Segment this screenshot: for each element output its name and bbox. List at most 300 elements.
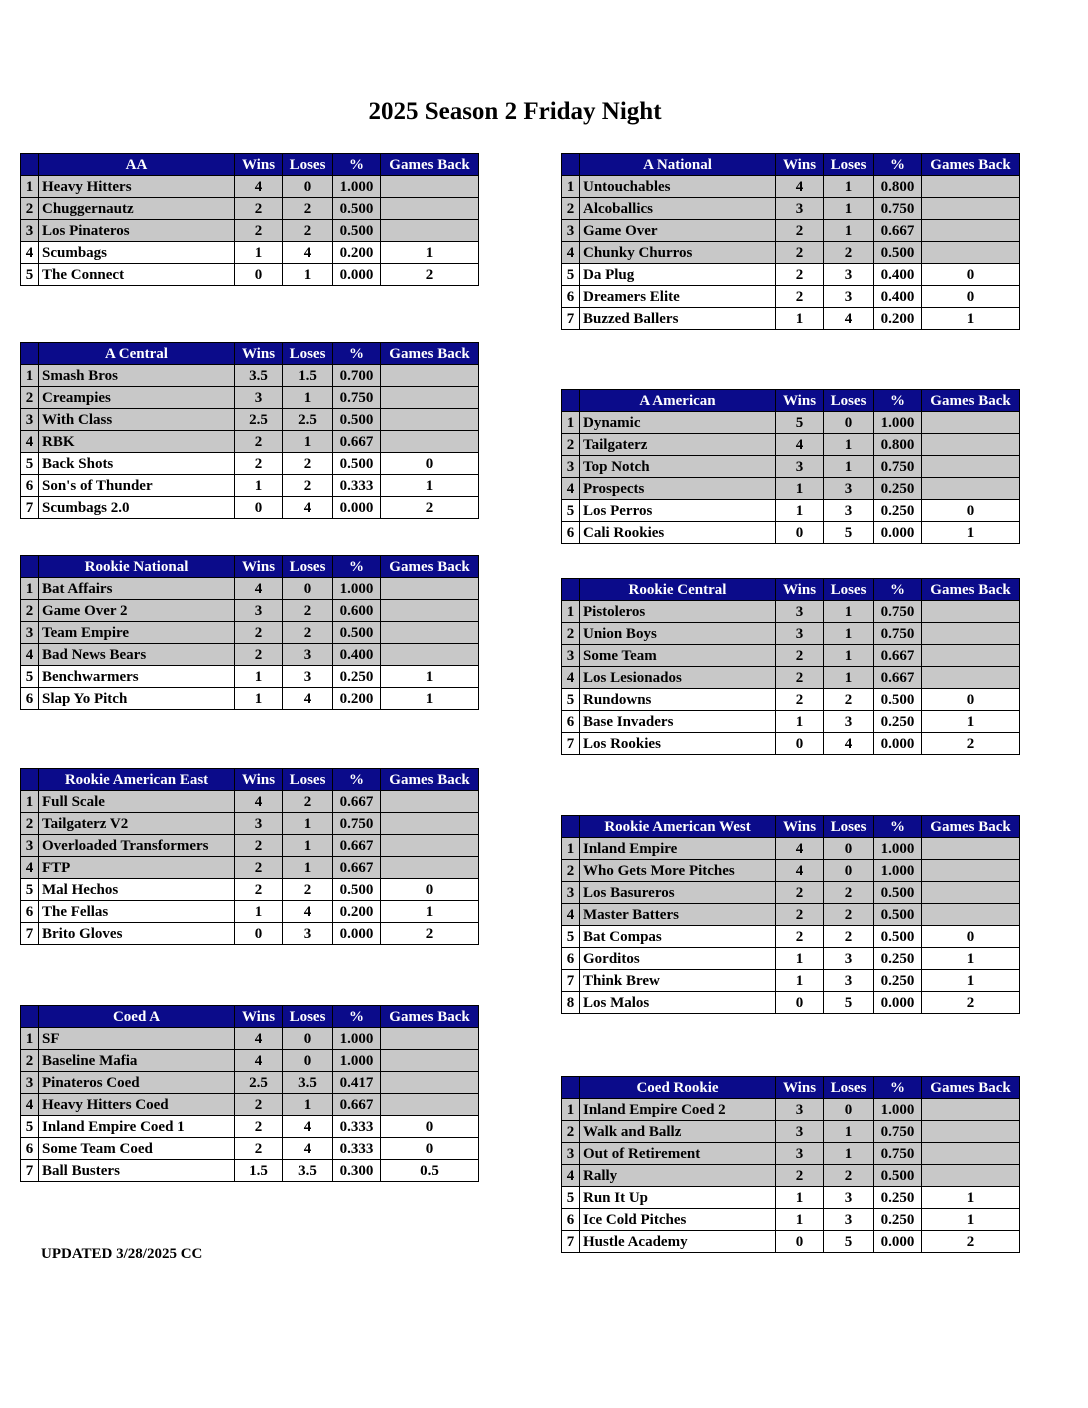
win-pct: 0.750 [874, 456, 922, 478]
games-back [381, 409, 479, 431]
wins: 2 [235, 622, 283, 644]
rank: 5 [562, 500, 580, 522]
team-name: Alcoballics [580, 198, 776, 220]
team-name: Full Scale [39, 791, 235, 813]
wins-header: Wins [235, 556, 283, 578]
team-name: Top Notch [580, 456, 776, 478]
games-back: 2 [381, 497, 479, 519]
standings-table-a-national [561, 153, 1020, 330]
win-pct: 0.200 [333, 688, 381, 710]
table-row [21, 264, 479, 286]
rank: 1 [21, 791, 39, 813]
rank: 2 [21, 198, 39, 220]
loses: 2.5 [283, 409, 333, 431]
wins: 4 [776, 838, 824, 860]
team-name: Mal Hechos [39, 879, 235, 901]
team-name: Scumbags 2.0 [39, 497, 235, 519]
wins: 1 [235, 688, 283, 710]
table-row [21, 1116, 479, 1138]
games-back: 1 [922, 1209, 1020, 1231]
wins: 1 [776, 1187, 824, 1209]
win-pct: 0.667 [333, 791, 381, 813]
table-row [562, 1143, 1020, 1165]
rank: 5 [562, 264, 580, 286]
games-back [922, 242, 1020, 264]
wins: 2 [776, 689, 824, 711]
win-pct: 0.333 [333, 1116, 381, 1138]
team-name: Ball Busters [39, 1160, 235, 1182]
rank: 4 [21, 644, 39, 666]
wins: 0 [776, 1231, 824, 1253]
win-pct: 0.000 [874, 1231, 922, 1253]
rank: 4 [562, 667, 580, 689]
wins-header: Wins [776, 390, 824, 412]
team-name: Tailgaterz V2 [39, 813, 235, 835]
wins: 3 [235, 813, 283, 835]
division-name: Rookie American West [580, 816, 776, 838]
table-row [21, 1094, 479, 1116]
table-row [21, 475, 479, 497]
table-row [21, 431, 479, 453]
games-back [922, 456, 1020, 478]
team-name: With Class [39, 409, 235, 431]
rank: 6 [562, 948, 580, 970]
wins: 2 [235, 1094, 283, 1116]
games-back-header: Games Back [381, 769, 479, 791]
wins: 4 [235, 578, 283, 600]
games-back [381, 365, 479, 387]
rank-header [21, 769, 39, 791]
loses: 1.5 [283, 365, 333, 387]
win-pct: 0.750 [874, 1121, 922, 1143]
win-pct: 0.500 [333, 220, 381, 242]
table-row [562, 601, 1020, 623]
loses: 2 [283, 475, 333, 497]
table-row [562, 860, 1020, 882]
wins: 3 [776, 601, 824, 623]
win-pct: 0.750 [874, 1143, 922, 1165]
win-pct: 0.750 [333, 387, 381, 409]
wins: 1 [235, 666, 283, 688]
rank: 6 [21, 475, 39, 497]
table-row [21, 923, 479, 945]
games-back [922, 601, 1020, 623]
loses: 1 [824, 601, 874, 623]
table-row [21, 644, 479, 666]
loses: 3 [824, 500, 874, 522]
wins: 2 [235, 220, 283, 242]
table-row [21, 365, 479, 387]
team-name: Los Lesionados [580, 667, 776, 689]
pct-header: % [333, 1006, 381, 1028]
team-name: Hustle Academy [580, 1231, 776, 1253]
loses: 1 [824, 645, 874, 667]
games-back [922, 667, 1020, 689]
games-back: 1 [922, 711, 1020, 733]
games-back-header: Games Back [922, 154, 1020, 176]
games-back: 1 [381, 666, 479, 688]
standings-table-a-central [20, 342, 479, 519]
win-pct: 1.000 [333, 578, 381, 600]
win-pct: 0.333 [333, 1138, 381, 1160]
table-row [562, 242, 1020, 264]
loses: 3 [283, 666, 333, 688]
games-back [922, 882, 1020, 904]
table-row [562, 689, 1020, 711]
table-row [562, 176, 1020, 198]
wins: 1 [776, 308, 824, 330]
table-header-row [21, 769, 479, 791]
wins: 1.5 [235, 1160, 283, 1182]
rank: 6 [562, 522, 580, 544]
loses: 3 [283, 644, 333, 666]
games-back [381, 1028, 479, 1050]
loses: 5 [824, 1231, 874, 1253]
wins: 4 [235, 176, 283, 198]
loses: 3 [283, 923, 333, 945]
team-name: Slap Yo Pitch [39, 688, 235, 710]
team-name: RBK [39, 431, 235, 453]
table-row [562, 522, 1020, 544]
loses: 1 [824, 456, 874, 478]
wins: 0 [776, 522, 824, 544]
games-back [381, 791, 479, 813]
wins: 2 [776, 220, 824, 242]
win-pct: 0.667 [333, 431, 381, 453]
loses: 0 [824, 1099, 874, 1121]
loses: 3 [824, 264, 874, 286]
win-pct: 0.000 [333, 923, 381, 945]
table-row [562, 904, 1020, 926]
division-name: Rookie Central [580, 579, 776, 601]
loses: 1 [824, 623, 874, 645]
team-name: Heavy Hitters [39, 176, 235, 198]
loses: 2 [283, 791, 333, 813]
table-row [21, 497, 479, 519]
loses: 2 [283, 198, 333, 220]
wins: 1 [235, 475, 283, 497]
win-pct: 0.667 [333, 1094, 381, 1116]
games-back [381, 622, 479, 644]
games-back: 0 [922, 926, 1020, 948]
win-pct: 0.667 [333, 857, 381, 879]
team-name: Untouchables [580, 176, 776, 198]
rank: 6 [21, 1138, 39, 1160]
loses: 4 [283, 901, 333, 923]
loses: 1 [824, 220, 874, 242]
rank: 6 [562, 286, 580, 308]
wins-header: Wins [776, 816, 824, 838]
table-row [562, 838, 1020, 860]
wins: 3 [235, 600, 283, 622]
wins: 2.5 [235, 1072, 283, 1094]
table-row [21, 1028, 479, 1050]
rank: 4 [562, 478, 580, 500]
pct-header: % [874, 390, 922, 412]
table-row [562, 1231, 1020, 1253]
team-name: Scumbags [39, 242, 235, 264]
division-name: A National [580, 154, 776, 176]
win-pct: 0.250 [874, 1209, 922, 1231]
loses: 0 [283, 1050, 333, 1072]
rank: 2 [562, 198, 580, 220]
loses-header: Loses [283, 154, 333, 176]
rank: 2 [562, 623, 580, 645]
page-title: 2025 Season 2 Friday Night [368, 98, 662, 125]
rank: 5 [21, 1116, 39, 1138]
rank: 6 [562, 1209, 580, 1231]
wins: 2 [235, 879, 283, 901]
team-name: Son's of Thunder [39, 475, 235, 497]
loses: 1 [824, 667, 874, 689]
wins: 3 [776, 1121, 824, 1143]
table-row [562, 733, 1020, 755]
table-row [21, 1160, 479, 1182]
rank: 3 [562, 1143, 580, 1165]
team-name: Bat Compas [580, 926, 776, 948]
pct-header: % [333, 343, 381, 365]
division-name: AA [39, 154, 235, 176]
rank: 2 [21, 813, 39, 835]
wins: 2 [776, 1165, 824, 1187]
table-row [21, 176, 479, 198]
rank: 1 [562, 838, 580, 860]
rank: 1 [21, 365, 39, 387]
team-name: SF [39, 1028, 235, 1050]
wins: 2 [776, 286, 824, 308]
games-back [381, 431, 479, 453]
pct-header: % [874, 579, 922, 601]
wins-header: Wins [235, 343, 283, 365]
rank: 5 [21, 879, 39, 901]
table-row [21, 857, 479, 879]
table-row [21, 688, 479, 710]
rank: 1 [562, 176, 580, 198]
rank: 6 [21, 688, 39, 710]
wins: 2 [235, 198, 283, 220]
rank: 6 [21, 901, 39, 923]
rank: 5 [562, 926, 580, 948]
team-name: Out of Retirement [580, 1143, 776, 1165]
win-pct: 0.400 [333, 644, 381, 666]
table-row [562, 308, 1020, 330]
loses: 1 [283, 813, 333, 835]
loses-header: Loses [824, 390, 874, 412]
team-name: Pistoleros [580, 601, 776, 623]
games-back: 0 [381, 453, 479, 475]
table-row [562, 926, 1020, 948]
games-back [922, 904, 1020, 926]
rank: 7 [562, 1231, 580, 1253]
team-name: Game Over 2 [39, 600, 235, 622]
win-pct: 0.000 [874, 522, 922, 544]
team-name: Benchwarmers [39, 666, 235, 688]
rank: 4 [21, 431, 39, 453]
games-back-header: Games Back [922, 816, 1020, 838]
rank-header [21, 343, 39, 365]
games-back: 1 [381, 242, 479, 264]
wins: 0 [235, 497, 283, 519]
rank: 5 [562, 689, 580, 711]
table-row [21, 387, 479, 409]
rank: 5 [21, 453, 39, 475]
win-pct: 0.250 [874, 970, 922, 992]
table-header-row [21, 1006, 479, 1028]
table-header-row [562, 579, 1020, 601]
team-name: Back Shots [39, 453, 235, 475]
team-name: The Connect [39, 264, 235, 286]
wins: 3 [776, 456, 824, 478]
wins-header: Wins [776, 1077, 824, 1099]
win-pct: 0.800 [874, 176, 922, 198]
wins-header: Wins [776, 154, 824, 176]
table-row [21, 1138, 479, 1160]
loses: 5 [824, 992, 874, 1014]
division-name: A American [580, 390, 776, 412]
games-back [381, 600, 479, 622]
table-row [562, 198, 1020, 220]
rank-header [562, 1077, 580, 1099]
wins: 4 [235, 1028, 283, 1050]
rank: 7 [21, 497, 39, 519]
pct-header: % [874, 816, 922, 838]
team-name: Cali Rookies [580, 522, 776, 544]
rank: 3 [562, 645, 580, 667]
loses: 2 [283, 879, 333, 901]
win-pct: 0.200 [333, 242, 381, 264]
games-back [381, 198, 479, 220]
team-name: Rally [580, 1165, 776, 1187]
rank: 1 [562, 412, 580, 434]
loses: 1 [824, 198, 874, 220]
rank: 3 [562, 456, 580, 478]
table-row [562, 264, 1020, 286]
wins: 2.5 [235, 409, 283, 431]
loses: 2 [824, 904, 874, 926]
wins-header: Wins [776, 579, 824, 601]
rank: 3 [21, 622, 39, 644]
win-pct: 1.000 [333, 176, 381, 198]
loses: 1 [283, 835, 333, 857]
team-name: Gorditos [580, 948, 776, 970]
loses: 5 [824, 522, 874, 544]
loses: 2 [283, 220, 333, 242]
rank: 1 [21, 578, 39, 600]
team-name: Creampies [39, 387, 235, 409]
win-pct: 0.000 [874, 992, 922, 1014]
games-back-header: Games Back [381, 154, 479, 176]
games-back: 2 [922, 992, 1020, 1014]
table-row [21, 242, 479, 264]
rank: 3 [562, 220, 580, 242]
team-name: Tailgaterz [580, 434, 776, 456]
loses: 3 [824, 1187, 874, 1209]
pct-header: % [874, 154, 922, 176]
table-row [21, 600, 479, 622]
games-back [922, 412, 1020, 434]
loses: 2 [283, 453, 333, 475]
team-name: Base Invaders [580, 711, 776, 733]
win-pct: 0.500 [874, 882, 922, 904]
wins: 2 [776, 926, 824, 948]
rank: 5 [562, 1187, 580, 1209]
wins: 4 [235, 791, 283, 813]
table-row [21, 1050, 479, 1072]
games-back: 2 [922, 733, 1020, 755]
table-row [21, 198, 479, 220]
win-pct: 0.500 [874, 904, 922, 926]
table-row [562, 478, 1020, 500]
wins: 3 [776, 198, 824, 220]
team-name: Rundowns [580, 689, 776, 711]
rank-header [21, 154, 39, 176]
loses: 2 [283, 622, 333, 644]
team-name: Overloaded Transformers [39, 835, 235, 857]
table-row [21, 879, 479, 901]
wins: 2 [235, 1138, 283, 1160]
games-back: 0 [381, 879, 479, 901]
rank: 2 [21, 1050, 39, 1072]
wins: 1 [776, 478, 824, 500]
wins: 5 [776, 412, 824, 434]
loses-header: Loses [824, 1077, 874, 1099]
table-row [562, 1099, 1020, 1121]
standings-table-coed-rookie [561, 1076, 1020, 1253]
games-back: 1 [922, 522, 1020, 544]
win-pct: 1.000 [874, 838, 922, 860]
win-pct: 0.300 [333, 1160, 381, 1182]
standings-table-rookie-national [20, 555, 479, 710]
table-header-row [21, 343, 479, 365]
loses-header: Loses [283, 343, 333, 365]
wins: 3 [235, 387, 283, 409]
games-back-header: Games Back [922, 579, 1020, 601]
table-row [21, 813, 479, 835]
loses: 3 [824, 1209, 874, 1231]
loses: 4 [283, 1138, 333, 1160]
rank-header [21, 556, 39, 578]
rank: 1 [21, 176, 39, 198]
win-pct: 0.250 [874, 500, 922, 522]
games-back: 2 [381, 923, 479, 945]
games-back [922, 623, 1020, 645]
rank: 2 [21, 600, 39, 622]
games-back [381, 1050, 479, 1072]
rank: 4 [21, 857, 39, 879]
win-pct: 0.750 [874, 198, 922, 220]
wins: 0 [235, 923, 283, 945]
games-back-header: Games Back [381, 1006, 479, 1028]
wins: 2 [235, 453, 283, 475]
win-pct: 0.500 [333, 879, 381, 901]
standings-table-rookie-american-east [20, 768, 479, 945]
table-row [21, 453, 479, 475]
loses: 2 [824, 242, 874, 264]
games-back: 0 [922, 689, 1020, 711]
team-name: Brito Gloves [39, 923, 235, 945]
team-name: Los Pinateros [39, 220, 235, 242]
table-row [21, 1072, 479, 1094]
games-back [922, 645, 1020, 667]
table-header-row [21, 154, 479, 176]
win-pct: 1.000 [333, 1050, 381, 1072]
team-name: Run It Up [580, 1187, 776, 1209]
rank: 7 [562, 308, 580, 330]
team-name: Dreamers Elite [580, 286, 776, 308]
table-row [562, 1165, 1020, 1187]
wins: 1 [776, 970, 824, 992]
loses: 4 [283, 497, 333, 519]
